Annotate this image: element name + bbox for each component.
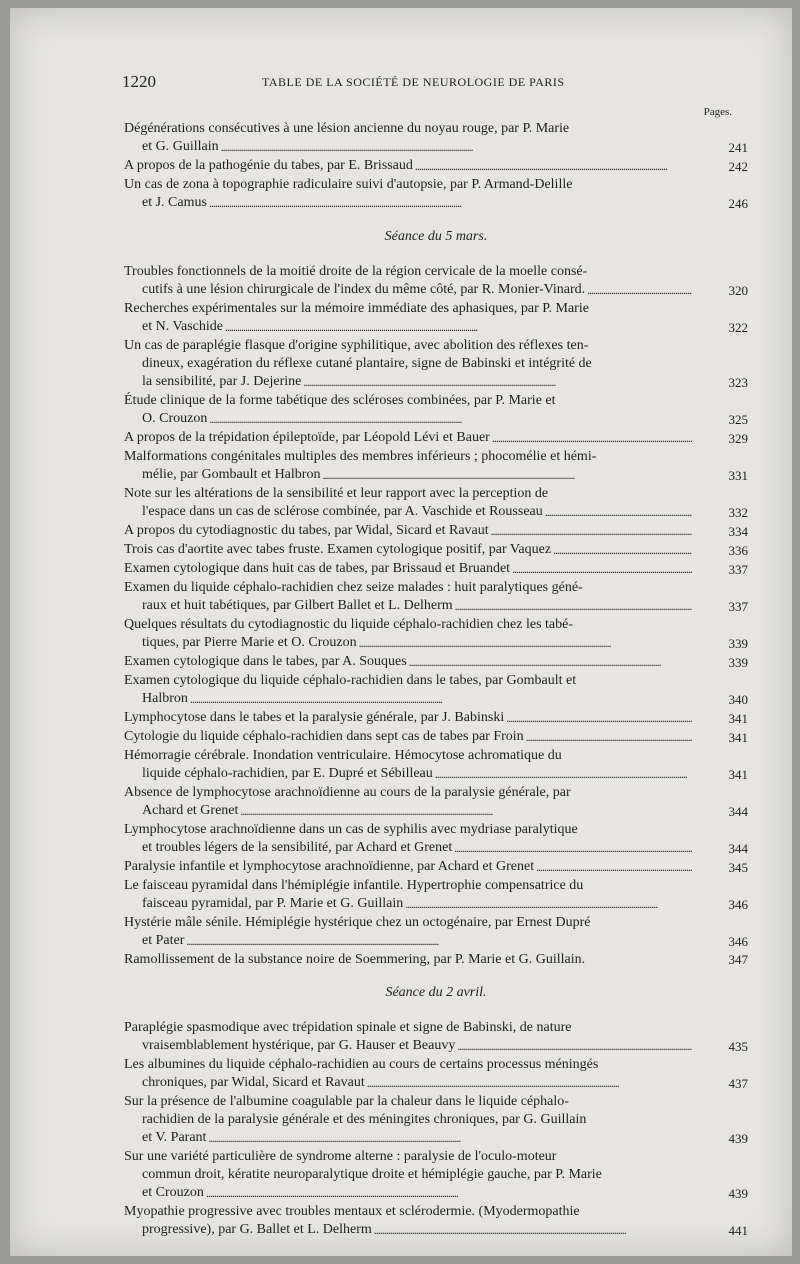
- entry-line: [124, 355, 692, 373]
- page-ref: 246: [728, 196, 748, 211]
- entry-text: Trois cas d'aortite avec tabes fruste. Examen cytologique positif, par Vaquez: [124, 542, 552, 557]
- page-ref: 347: [728, 952, 748, 967]
- entry-text: et Crouzon: [142, 1185, 204, 1200]
- page-ref: 439: [728, 1131, 748, 1146]
- entry-text: Quelques résultats du cytodiagnostic du liquide céphalo-rachidien chez les tabé-: [124, 617, 574, 632]
- dot-leader: [367, 1074, 692, 1093]
- toc-entry: [124, 263, 748, 300]
- toc-entry: [124, 821, 748, 858]
- page-ref: 344: [728, 841, 748, 856]
- toc-entry: [124, 579, 748, 616]
- dot-leader: [526, 728, 692, 747]
- entry-text: et V. Parant: [142, 1130, 207, 1145]
- page-ref: 332: [728, 505, 748, 520]
- toc-entry: [124, 429, 748, 448]
- entry-line: [124, 522, 692, 541]
- dot-leader: [240, 802, 692, 821]
- entry-text: Lymphocytose dans le tabes et la paralysie générale, par J. Babinski: [124, 710, 505, 725]
- dot-leader: [455, 597, 692, 616]
- entry-text: vraisemblablement hystérique, par G. Hauser et Beauvy: [142, 1038, 456, 1053]
- toc-entry: [124, 747, 748, 784]
- page-ref: 329: [728, 431, 748, 446]
- entry-line: [124, 634, 692, 653]
- toc-entry: [124, 337, 748, 392]
- entry-line: [124, 1203, 692, 1221]
- entry-text: Examen cytologique dans le tabes, par A. Souques: [124, 654, 407, 669]
- book-page: [10, 8, 792, 1256]
- entry-text: commun droit, kératite neuroparalytique droite et hémiplégie gauche, par P. Marie: [142, 1167, 602, 1182]
- toc-entry: [124, 1203, 748, 1240]
- entry-text: Un cas de paraplégie flasque d'origine syphilitique, avec abolition des réflexes ten-: [124, 338, 589, 353]
- entry-line: [124, 728, 692, 747]
- entry-line: [124, 1074, 692, 1093]
- entry-line: [124, 1129, 692, 1148]
- page-ref: 346: [728, 897, 748, 912]
- entry-line: [124, 541, 692, 560]
- dot-leader: [512, 560, 692, 579]
- dot-leader: [545, 503, 692, 522]
- entry-text: Cytologie du liquide céphalo-rachidien dans sept cas de tabes par Froin: [124, 729, 524, 744]
- page-ref: 441: [728, 1223, 748, 1238]
- table-of-contents: [124, 120, 748, 1240]
- entry-text: Halbron: [142, 691, 188, 706]
- toc-entry: [124, 616, 748, 653]
- entry-text: Un cas de zona à topographie radiculaire suivi d'autopsie, par P. Armand-Delille: [124, 177, 573, 192]
- toc-entry: [124, 176, 748, 213]
- dot-leader: [491, 522, 692, 541]
- page-ref: 241: [728, 140, 748, 155]
- entry-text: Examen du liquide céphalo-rachidien chez seize malades : huit paralytiques géné-: [124, 580, 583, 595]
- dot-leader: [209, 410, 692, 429]
- toc-entry: [124, 522, 748, 541]
- toc-entry: [124, 1019, 748, 1056]
- entry-text: l'espace dans un cas de sclérose combinée, par A. Vaschide et Rousseau: [142, 504, 543, 519]
- entry-text: mélie, par Gombault et Halbron: [142, 467, 321, 482]
- entry-line: [124, 281, 692, 300]
- entry-line: [124, 337, 692, 355]
- dot-leader: [225, 318, 692, 337]
- dot-leader: [190, 690, 692, 709]
- entry-line: [124, 1221, 692, 1240]
- entry-line: [124, 821, 692, 839]
- toc-entry: [124, 485, 748, 522]
- entry-text: tiques, par Pierre Marie et O. Crouzon: [142, 635, 357, 650]
- entry-line: [124, 747, 692, 765]
- page-ref: 344: [728, 804, 748, 819]
- toc-entry: [124, 709, 748, 728]
- entry-line: [124, 839, 692, 858]
- page-ref: 345: [728, 860, 748, 875]
- toc-entry: [124, 448, 748, 485]
- entry-text: Le faisceau pyramidal dans l'hémiplégie infantile. Hypertrophie compensatrice du: [124, 878, 584, 893]
- page-ref: 437: [728, 1076, 748, 1091]
- toc-entry: [124, 728, 748, 747]
- entry-line: [124, 1184, 692, 1203]
- entry-text: Ramollissement de la substance noire de Soemmering, par P. Marie et G. Guillain.: [124, 952, 586, 967]
- dot-leader: [457, 1037, 692, 1056]
- entry-text: Note sur les altérations de la sensibilité et leur rapport avec la perception de: [124, 486, 549, 501]
- session-heading: Séance du 5 mars.: [384, 229, 488, 244]
- page-ref: 341: [728, 711, 748, 726]
- dot-leader: [454, 839, 692, 858]
- entry-text: et N. Vaschide: [142, 319, 223, 334]
- dot-leader: [303, 373, 692, 392]
- page-ref: 341: [728, 767, 748, 782]
- entry-text: Dégénérations consécutives à une lésion ancienne du noyau rouge, par P. Marie: [124, 121, 570, 136]
- toc-entry: [124, 951, 748, 969]
- entry-line: [124, 1019, 692, 1037]
- entry-text: A propos du cytodiagnostic du tabes, par Widal, Sicard et Ravaut: [124, 523, 489, 538]
- dot-leader: [405, 895, 692, 914]
- entry-line: [124, 784, 692, 802]
- page-ref: 439: [728, 1186, 748, 1201]
- entry-text: Examen cytologique du liquide céphalo-rachidien dans le tabes, par Gombault et: [124, 673, 577, 688]
- page-ref: 331: [728, 468, 748, 483]
- toc-entry: [124, 300, 748, 337]
- entry-text: Recherches expérimentales sur la mémoire immédiate des aphasiques, par P. Marie: [124, 301, 589, 316]
- entry-text: raux et huit tabétiques, par Gilbert Ballet et L. Delherm: [142, 598, 453, 613]
- page-ref: 325: [728, 412, 748, 427]
- page-ref: 340: [728, 692, 748, 707]
- dot-leader: [208, 1129, 692, 1148]
- toc-entry: [124, 541, 748, 560]
- entry-text: et Pater: [142, 933, 185, 948]
- dot-leader: [536, 858, 692, 877]
- entry-text: et G. Guillain: [142, 139, 219, 154]
- toc-entry: [124, 157, 748, 176]
- entry-text: Sur une variété particulière de syndrome alterne : paralysie de l'oculo-moteur: [124, 1149, 557, 1164]
- entry-line: [124, 616, 692, 634]
- entry-text: Myopathie progressive avec troubles mentaux et sclérodermie. (Myodermopathie: [124, 1204, 580, 1219]
- dot-leader: [587, 281, 692, 300]
- dot-leader: [209, 194, 692, 213]
- running-title: TABLE DE LA SOCIÉTÉ DE NEUROLOGIE DE PARIS: [262, 75, 565, 89]
- page-ref: 337: [728, 562, 748, 577]
- toc-entry: [124, 784, 748, 821]
- dot-leader: [206, 1184, 692, 1203]
- page-ref: 346: [728, 934, 748, 949]
- entry-line: [124, 448, 692, 466]
- entry-line: [124, 560, 692, 579]
- entry-line: [124, 194, 692, 213]
- entry-text: Absence de lymphocytose arachnoïdienne au cours de la paralysie générale, par: [124, 785, 571, 800]
- entry-text: faisceau pyramidal, par P. Marie et G. Guillain: [142, 896, 404, 911]
- page-ref: 435: [728, 1039, 748, 1054]
- entry-text: Hémorragie cérébrale. Inondation ventriculaire. Hémocytose achromatique du: [124, 748, 562, 763]
- dot-leader: [553, 541, 692, 560]
- page-ref: 339: [728, 636, 748, 651]
- entry-line: [124, 300, 692, 318]
- entry-line: [124, 263, 692, 281]
- page-number: 1220: [122, 72, 156, 91]
- entry-line: [124, 120, 692, 138]
- entry-text: Lymphocytose arachnoïdienne dans un cas de syphilis avec mydriase paralytique: [124, 822, 578, 837]
- page-ref: 339: [728, 655, 748, 670]
- entry-line: [124, 1111, 692, 1129]
- dot-leader: [374, 1221, 692, 1240]
- dot-leader: [415, 157, 692, 176]
- dot-leader: [409, 653, 692, 672]
- entry-text: A propos de la trépidation épileptoïde, par Léopold Lévi et Bauer: [124, 430, 490, 445]
- entry-line: [124, 466, 692, 485]
- entry-line: [124, 951, 692, 969]
- toc-entry: [124, 120, 748, 157]
- dot-leader: [492, 429, 692, 448]
- page-ref: 320: [728, 283, 748, 298]
- entry-line: [124, 318, 692, 337]
- entry-line: [124, 503, 692, 522]
- entry-text: cutifs à une lésion chirurgicale de l'index du même côté, par R. Monier-Vinard.: [142, 282, 586, 297]
- session-heading: Séance du 2 avril.: [385, 985, 487, 1000]
- entry-line: [124, 176, 692, 194]
- entry-text: Les albumines du liquide céphalo-rachidien au cours de certains processus méningés: [124, 1057, 599, 1072]
- entry-line: [124, 373, 692, 392]
- page-ref: 242: [728, 159, 748, 174]
- entry-line: [124, 858, 692, 877]
- dot-leader: [359, 634, 692, 653]
- entry-line: [124, 597, 692, 616]
- toc-entry: [124, 914, 748, 951]
- entry-text: la sensibilité, par J. Dejerine: [142, 374, 302, 389]
- entry-text: Paralysie infantile et lymphocytose arachnoïdienne, par Achard et Grenet: [124, 859, 535, 874]
- entry-text: progressive), par G. Ballet et L. Delherm: [142, 1222, 372, 1237]
- entry-line: [124, 914, 692, 932]
- entry-line: [124, 1093, 692, 1111]
- entry-line: [124, 157, 692, 176]
- entry-text: Troubles fonctionnels de la moitié droite de la région cervicale de la moelle consé-: [124, 264, 588, 279]
- toc-entry: [124, 653, 748, 672]
- toc-entry: [124, 858, 748, 877]
- dot-leader: [186, 932, 692, 951]
- entry-text: Malformations congénitales multiples des membres inférieurs ; phocomélie et hémi-: [124, 449, 597, 464]
- entry-text: chroniques, par Widal, Sicard et Ravaut: [142, 1075, 365, 1090]
- dot-leader: [221, 138, 692, 157]
- page-ref: 341: [728, 730, 748, 745]
- entry-text: rachidien de la paralysie générale et des méningites chroniques, par G. Guillain: [142, 1112, 587, 1127]
- entry-line: [124, 429, 692, 448]
- entry-line: [124, 653, 692, 672]
- toc-entry: [124, 672, 748, 709]
- toc-entry: [124, 1148, 748, 1203]
- entry-line: [124, 877, 692, 895]
- entry-line: [124, 1056, 692, 1074]
- entry-text: dineux, exagération du réflexe cutané plantaire, signe de Babinski et intégrité de: [142, 356, 592, 371]
- page-ref: 322: [728, 320, 748, 335]
- pages-column-label: Pages.: [703, 106, 732, 118]
- entry-text: Sur la présence de l'albumine coagulable par la chaleur dans le liquide céphalo-: [124, 1094, 569, 1109]
- toc-entry: [124, 1056, 748, 1093]
- entry-line: [124, 138, 692, 157]
- entry-line: [124, 895, 692, 914]
- page-header: [122, 72, 722, 94]
- entry-text: et troubles légers de la sensibilité, par Achard et Grenet: [142, 840, 453, 855]
- entry-text: O. Crouzon: [142, 411, 208, 426]
- entry-text: Achard et Grenet: [142, 803, 239, 818]
- page-ref: 334: [728, 524, 748, 539]
- page-ref: 336: [728, 543, 748, 558]
- toc-entry: [124, 560, 748, 579]
- entry-line: [124, 1148, 692, 1166]
- entry-line: [124, 1166, 692, 1184]
- toc-entry: [124, 1093, 748, 1148]
- entry-line: [124, 579, 692, 597]
- page-ref: 323: [728, 375, 748, 390]
- entry-line: [124, 672, 692, 690]
- dot-leader: [322, 466, 692, 485]
- entry-line: [124, 802, 692, 821]
- entry-line: [124, 1037, 692, 1056]
- toc-entry: [124, 392, 748, 429]
- entry-line: [124, 485, 692, 503]
- toc-entry: [124, 877, 748, 914]
- entry-line: [124, 765, 692, 784]
- entry-text: Étude clinique de la forme tabétique des scléroses combinées, par P. Marie et: [124, 393, 556, 408]
- entry-text: Paraplégie spasmodique avec trépidation spinale et signe de Babinski, de nature: [124, 1020, 572, 1035]
- entry-text: Hystérie mâle sénile. Hémiplégie hystérique chez un octogénaire, par Ernest Dupré: [124, 915, 591, 930]
- entry-line: [124, 709, 692, 728]
- entry-line: [124, 392, 692, 410]
- page-ref: 337: [728, 599, 748, 614]
- entry-line: [124, 690, 692, 709]
- entry-text: Examen cytologique dans huit cas de tabes, par Brissaud et Bruandet: [124, 561, 511, 576]
- entry-text: liquide céphalo-rachidien, par E. Dupré et Sébilleau: [142, 766, 433, 781]
- entry-line: [124, 410, 692, 429]
- dot-leader: [506, 709, 692, 728]
- dot-leader: [435, 765, 692, 784]
- entry-text: A propos de la pathogénie du tabes, par E. Brissaud: [124, 158, 413, 173]
- entry-line: [124, 932, 692, 951]
- entry-text: et J. Camus: [142, 195, 207, 210]
